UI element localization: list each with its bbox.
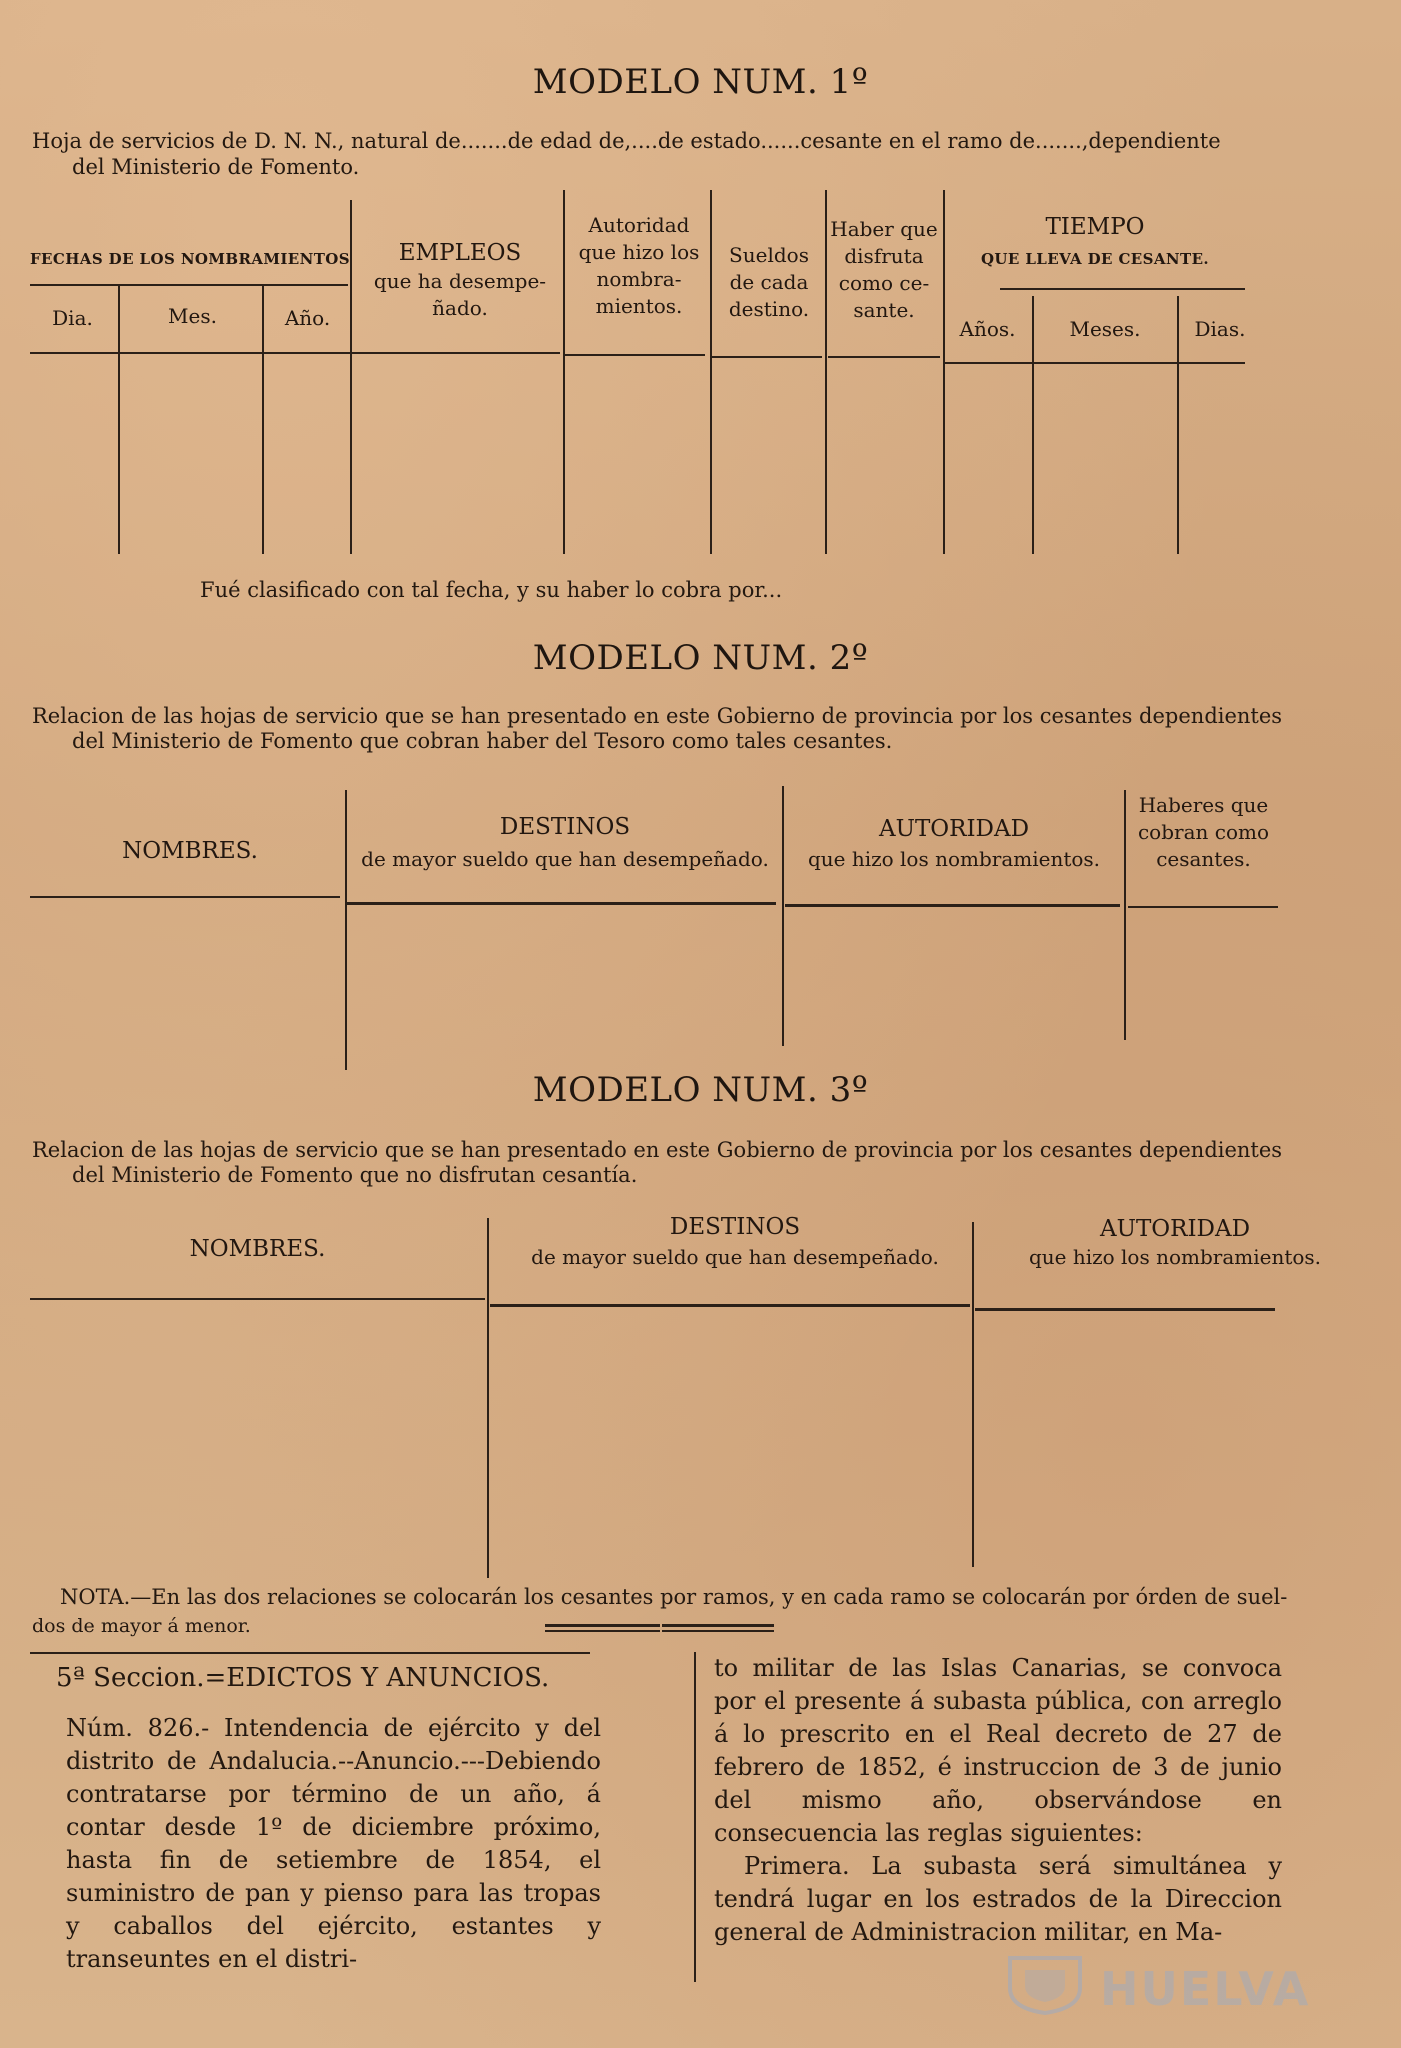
empleos-sub: que ha desempe- ñado. — [373, 269, 547, 320]
section5-left-column — [66, 1712, 601, 1976]
modelo2-title: MODELO NUM. 2º — [532, 638, 869, 678]
modelo2-intro-line1: Relacion de las hojas de servicio que se han presentado en este Gobierno de provincia por los cesantes dependientes — [32, 704, 1283, 728]
modelo3-title: MODELO NUM. 3º — [532, 1070, 869, 1110]
col-dias: Dias. — [1194, 317, 1246, 341]
modelo3-rule-1 — [30, 1298, 485, 1300]
tiempo-title: TIEMPO — [1045, 214, 1145, 240]
modelo2-haberes: Haberes que cobran como cesantes. — [1137, 793, 1269, 871]
double-rule-a — [545, 1624, 660, 1627]
tiempo-sub: QUE LLEVA DE CESANTE. — [980, 250, 1210, 268]
autoridad-header: Autoridad que hizo los nombra- mientos. — [578, 213, 700, 318]
section5-heading-text: 5ª Seccion.=EDICTOS Y ANUNCIOS. — [56, 1663, 550, 1693]
modelo3-autoridad-title: AUTORIDAD — [1099, 1216, 1251, 1242]
modelo2-sep-2 — [782, 786, 784, 1046]
col-meses: Meses. — [1069, 317, 1141, 341]
haber-header: Haber que disfruta como ce- sante. — [830, 217, 938, 322]
col-sep-6 — [825, 190, 827, 554]
edict-826-paragraph: Núm. 826.- Intendencia de ejército y del distrito de Andalucia.--Anuncio.---Debiendo contratarse por término de un año, á contar desde 1º de diciembre próximo, hasta fin de setiembre de 1854, el suministro de pan y pienso para las tropas y caballos del ejército, estantes y transeuntes en el distri- — [66, 1714, 601, 1973]
modelo3-rule-3 — [975, 1308, 1275, 1311]
modelo3-sep-2 — [972, 1222, 974, 1567]
fechas-underline — [30, 284, 348, 286]
modelo3-destinos-sub: de mayor sueldo que han desempeñado. — [531, 1245, 939, 1269]
modelo2-rule-2 — [346, 902, 776, 905]
watermark-text: HUELVA — [1100, 1962, 1311, 2016]
edict-826-continuation: to militar de las Islas Canarias, se convoca por el presente á subasta pública, con arreglo á lo prescrito en el Real decreto de 27 de febrero de 1852, é instruccion de 3 de junio del mismo año, observándose en consecuencia las reglas siguientes: — [714, 1654, 1282, 1847]
modelo3-destinos-title: DESTINOS — [669, 1214, 801, 1240]
col-anos: Años. — [959, 317, 1016, 341]
modelo2-autoridad-sub: que hizo los nombramientos. — [807, 847, 1101, 871]
modelo1-intro-line1: Hoja de servicios de D. N. N., natural de.......de edad de,....de estado......cesante en el ramo de.......,dependiente — [32, 129, 1221, 153]
fechas-header: FECHAS DE LOS NOMBRAMIENTOS — [30, 250, 351, 268]
column-divider — [694, 1652, 696, 1982]
tiempo-underline — [1000, 288, 1245, 290]
modelo3-autoridad-sub: que hizo los nombramientos. — [1028, 1245, 1322, 1269]
modelo2-destinos-title: DESTINOS — [499, 814, 631, 840]
col-sep-5 — [710, 190, 712, 554]
modelo2-rule-4 — [1128, 906, 1278, 908]
modelo2-destinos-sub: de mayor sueldo que han desempeñado. — [361, 847, 769, 871]
col-sep-8 — [1032, 296, 1034, 554]
col-sep-7 — [943, 190, 945, 554]
section5-right-column — [714, 1652, 1282, 1949]
section-rule-left — [30, 1652, 590, 1654]
modelo3-rule-2 — [490, 1304, 970, 1307]
modelo1-header-rule-left — [30, 352, 560, 354]
modelo1-header-rule-mid2 — [712, 356, 822, 358]
modelo2-rule-1 — [30, 896, 340, 898]
col-sep-9 — [1177, 296, 1179, 554]
double-rule-c — [662, 1624, 774, 1627]
col-sep-4 — [563, 190, 565, 554]
col-mes: Mes. — [168, 304, 217, 328]
modelo3-col-nombres: NOMBRES. — [189, 1236, 326, 1262]
modelo1-title: MODELO NUM. 1º — [532, 62, 869, 102]
nota-line1: NOTA.—En las dos relaciones se colocarán los cesantes por ramos, y en cada ramo se colocarán por órden de suel- — [60, 1585, 1288, 1609]
col-sep-3 — [350, 200, 352, 554]
section5-heading — [56, 1662, 616, 1695]
modelo2-autoridad-title: AUTORIDAD — [878, 816, 1030, 842]
modelo1-header-rule-mid3 — [828, 356, 940, 358]
modelo1-intro-line2: del Ministerio de Fomento. — [72, 155, 360, 179]
col-ano: Año. — [284, 306, 331, 330]
shield-icon — [1000, 1950, 1090, 2015]
edict-826-rule-primera: Primera. La subasta será simultánea y tendrá lugar en los estrados de la Direccion general de Administracion militar, en Ma- — [714, 1852, 1282, 1946]
sueldos-header: Sueldos de cada destino. — [728, 243, 810, 321]
double-rule-b — [545, 1630, 660, 1632]
col-sep-1 — [118, 284, 120, 554]
modelo1-header-rule-mid — [565, 354, 705, 356]
modelo2-rule-3 — [785, 904, 1120, 907]
modelo2-intro-line2: del Ministerio de Fomento que cobran haber del Tesoro como tales cesantes. — [72, 729, 893, 753]
empleos-title: EMPLEOS — [398, 240, 522, 266]
modelo2-col-nombres: NOMBRES. — [122, 838, 258, 864]
modelo2-sep-1 — [345, 790, 347, 1070]
modelo3-sep-1 — [487, 1218, 489, 1578]
modelo1-footer: Fué clasificado con tal fecha, y su haber lo cobra por... — [200, 578, 783, 602]
col-sep-2 — [262, 284, 264, 554]
modelo3-intro-line1: Relacion de las hojas de servicio que se han presentado en este Gobierno de provincia por los cesantes dependientes — [32, 1138, 1283, 1162]
modelo3-intro-line2: del Ministerio de Fomento que no disfrutan cesantía. — [72, 1163, 638, 1187]
nota-line2: dos de mayor á menor. — [32, 1615, 251, 1637]
col-dia: Dia. — [52, 306, 93, 330]
modelo2-sep-3 — [1124, 790, 1126, 1040]
double-rule-d — [662, 1630, 774, 1632]
modelo1-header-rule-right — [945, 362, 1245, 364]
